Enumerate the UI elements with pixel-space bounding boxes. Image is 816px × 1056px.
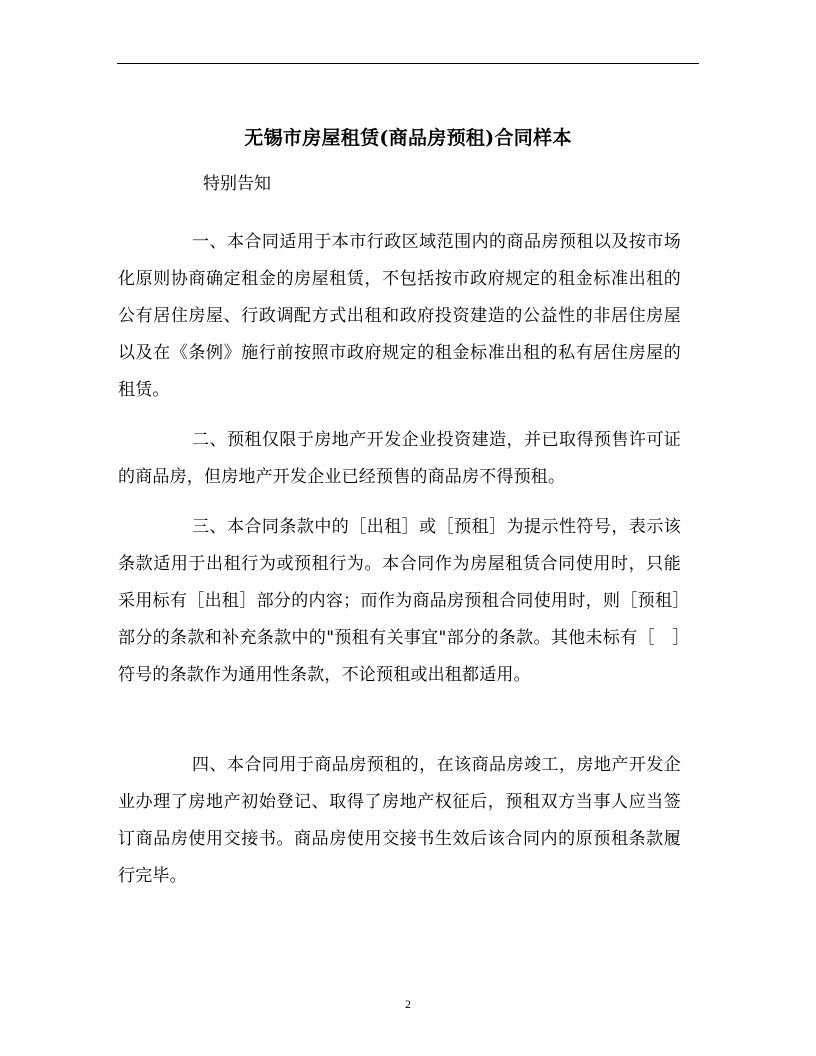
paragraph-3: 三、本合同条款中的［出租］或［预租］为提示性符号，表示该条款适用于出租行为或预租行为。本合同作为房屋租赁合同使用时，只能采用标有［出租］部分的内容；而作为商品房预租合同使用时，则［预租］部分的条款和补充条款中的"预租有关事宜"部分的条款。其他未标有［ ］符号的条款作为通用性条款，不论预租或出租都适用。: [118, 517, 681, 685]
page-number: 2: [405, 997, 411, 1011]
paragraph-1: 一、本合同适用于本市行政区域范围内的商品房预租以及按市场化原则协商确定租金的房屋租赁，不包括按市政府规定的租金标准出租的公有居住房屋、行政调配方式出租和政府投资建造的公益性的非居住房屋以及在《条例》施行前按照市政府规定的租金标准出租的私有居住房屋的租赁。: [118, 232, 681, 400]
document-title: 无锡市房屋租赁(商品房预租)合同样本: [244, 127, 572, 149]
header-rule: [117, 63, 699, 64]
notice-heading: 特别告知: [203, 174, 271, 194]
paragraph-2: 二、预租仅限于房地产开发企业投资建造，并已取得预售许可证的商品房，但房地产开发企业已经预售的商品房不得预租。: [118, 430, 681, 487]
paragraph-4: 四、本合同用于商品房预租的，在该商品房竣工，房地产开发企业办理了房地产初始登记、取得了房地产权征后，预租双方当事人应当签订商品房使用交接书。商品房使用交接书生效后该合同内的原预租条款履行完毕。: [118, 755, 681, 886]
